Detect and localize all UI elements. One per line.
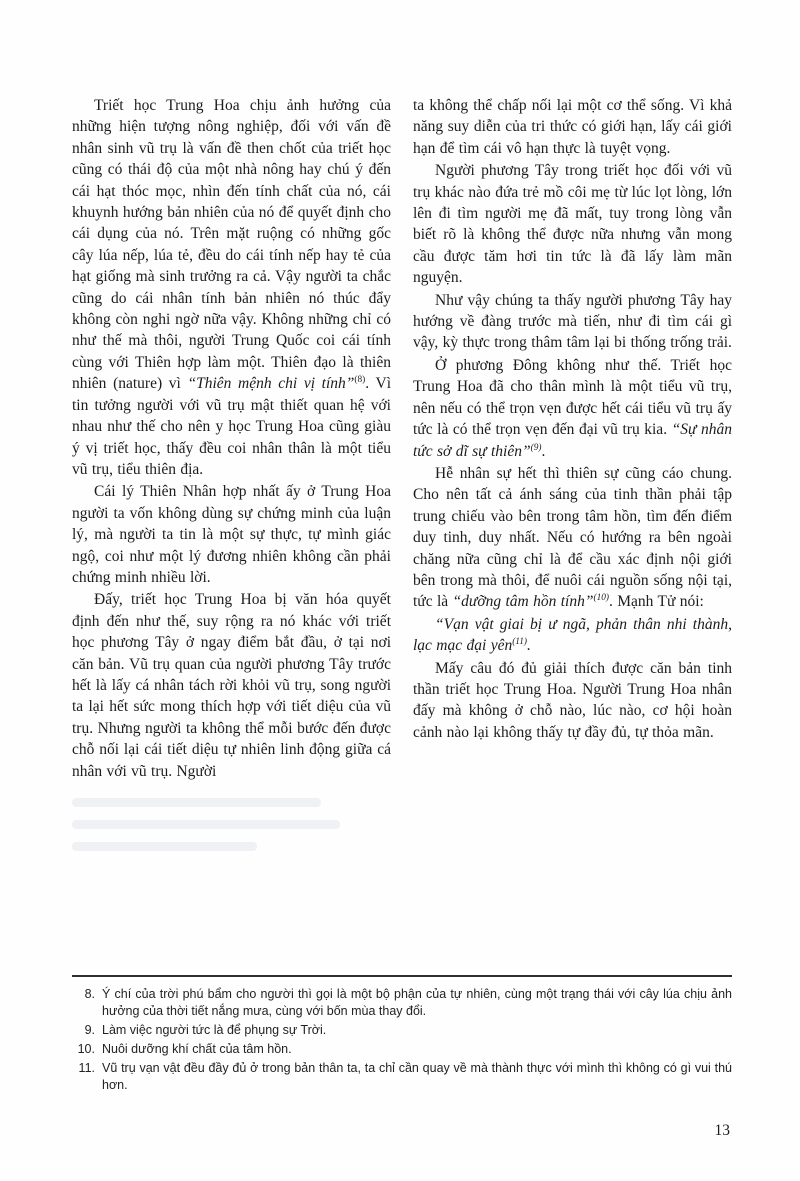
paragraph-continuation: ta không thể chấp nối lại một cơ thể sống. Vì khả năng suy diễn của tri thức có giới hạn, lấy cái giới hạn để tìm cái vô hạn thực là tuyệt vọng. (413, 97, 732, 157)
text-column-left (72, 95, 391, 963)
text-columns (72, 95, 732, 963)
paragraph: Mấy câu đó đủ giải thích được căn bản tinh thần triết học Trung Hoa. Người Trung Hoa nhân đấy mà không ở chỗ nào, lúc nào, cơ hội hoàn cảnh nào lại không thấy tự đầy đủ, tự thỏa mãn. (413, 659, 732, 741)
footnote-text: Ý chí của trời phú bẩm cho người thì gọi là một bộ phận của tự nhiên, cùng một trạng thái với cây lúa chịu ảnh hưởng của thời tiết nắng mưa, cùng với bốn mùa thay đổi. (102, 987, 732, 1018)
text-column-right (413, 95, 732, 963)
footnote-number: 11. (78, 1061, 95, 1075)
footnote-text: Nuôi dưỡng khí chất của tâm hồn. (102, 1042, 292, 1056)
footnote-number: 10. (77, 1042, 95, 1056)
footnotes-section (72, 986, 732, 1094)
bleed-through-line (72, 798, 321, 807)
page-number: 13 (714, 1122, 730, 1139)
footnote-text: Vũ trụ vạn vật đều đầy đủ ở trong bản thân ta, ta chỉ cần quay về mà thành thực với mình thì không có gì vui thú hơn. (102, 1061, 732, 1092)
block-quote: “Vạn vật giai bị ư ngã, phản thân nhi thành, lạc mạc đại yên$^{(11)}$. (413, 615, 732, 655)
bleed-through-line (72, 842, 257, 851)
footnote-text: Làm việc người tức là để phụng sự Trời. (102, 1023, 327, 1037)
paragraph: Hễ nhân sự hết thì thiên sự cũng cáo chung. Cho nên tất cả ánh sáng của tinh thần phải tập trung chiếu vào bên trong tâm hồn, tìm đến điểm duy tinh, duy nhất. Nếu có hướng ra bên ngoài chăng nữa cũng chỉ là để cầu xác định nội giới bên trong mà thôi, để nuôi cái nguồn sống nội tại, tức là “dưỡng tâm hồn tính”$^{(10)}$. Mạnh Tử nói: (413, 464, 732, 611)
paragraph: Ở phương Đông không như thế. Triết học Trung Hoa đã cho thân mình là một tiểu vũ trụ, nên nếu có thể trọn vẹn được hết cái tiểu vũ trụ ấy tức là có thể trọn vẹn đến đại vũ trụ kia. “Sự nhân tức sở dĩ sự thiên”$^{(9)}$. (413, 356, 732, 460)
footnote-number: 8. (84, 987, 95, 1001)
bleed-through-artifact (72, 798, 391, 851)
footnote-item (72, 986, 732, 1020)
paragraph: Đấy, triết học Trung Hoa bị văn hóa quyết định đến như thế, suy rộng ra nó khác với triết học phương Tây ở ngay điểm bắt đầu, ở tại nơi căn bản. Vũ trụ quan của người phương Tây trước hết là lấy cá nhân tách rời khỏi vũ trụ, song người ta lại hết sức mong thích hợp với tiết diệu của vũ trụ. Nhưng người ta không thể mỗi bước đến được chỗ nối lại cái tiết diệu tự nhiên linh động giữa cá nhân với vũ trụ. Người (72, 591, 391, 780)
footnote-item (72, 1060, 732, 1094)
footnote-number: 9. (84, 1023, 95, 1037)
footnote-item (72, 1022, 732, 1039)
footnote-item (72, 1041, 732, 1058)
footnote-divider (72, 975, 732, 977)
paragraph: Như vậy chúng ta thấy người phương Tây hay hướng về đàng trước mà tiến, như đi tìm cái gì vậy, kỳ thực trong thâm tâm lại bi thống trống trải. (413, 291, 732, 352)
paragraph: Cái lý Thiên Nhân hợp nhất ấy ở Trung Hoa người ta vốn không dùng sự chứng minh của luận lý, mà người ta tin là một sự thực, tự mình giác ngộ, coi như một lý đương nhiên không cần phải chứng minh nhiều lời. (72, 483, 391, 586)
paragraph: Triết học Trung Hoa chịu ảnh hưởng của những hiện tượng nông nghiệp, đối với vấn đề nhân sinh vũ trụ là vấn đề then chốt của triết học cũng có thái độ của một nhà nông hay chú ý đến cái hạt thóc mọc, nhìn đến tính chất của nó, cái khuynh hướng bản nhiên của nó để quyết định cho cái dụng của nó. Trên mặt ruộng có những gốc cây lúa nếp, lúa tẻ, đều do cái tính nếp hay tẻ của hạt giống mà sinh trưởng ra cả. Vậy người ta chắc cũng do cái nhân tính bản nhiên nó thúc đẩy không còn nghi ngờ nữa vậy. Không những chỉ có như thế mà thôi, người Trung Quốc coi cái tính cùng với Thiên hợp làm một. Thiên đạo là thiên nhiên (nature) vì “Thiên mệnh chi vị tính”$^{(8)}$. Vì tin tưởng người với vũ trụ mật thiết quan hệ với nhau như thế cho nên y học Trung Hoa cũng giàu ý vị triết học, thấy đều coi nhân thân là một tiểu vũ trụ, tiểu thiên địa. (72, 97, 392, 478)
paragraph: Người phương Tây trong triết học đối với vũ trụ khác nào đứa trẻ mồ côi mẹ từ lúc lọt lòng, lớn lên đi tìm người mẹ đã mất, tuy trong lòng vẫn biết rõ là không thể được nữa nhưng vẫn mong cầu được tăm hơi tin tức là đã lấy làm mãn nguyện. (413, 162, 732, 287)
bleed-through-line (72, 820, 340, 829)
